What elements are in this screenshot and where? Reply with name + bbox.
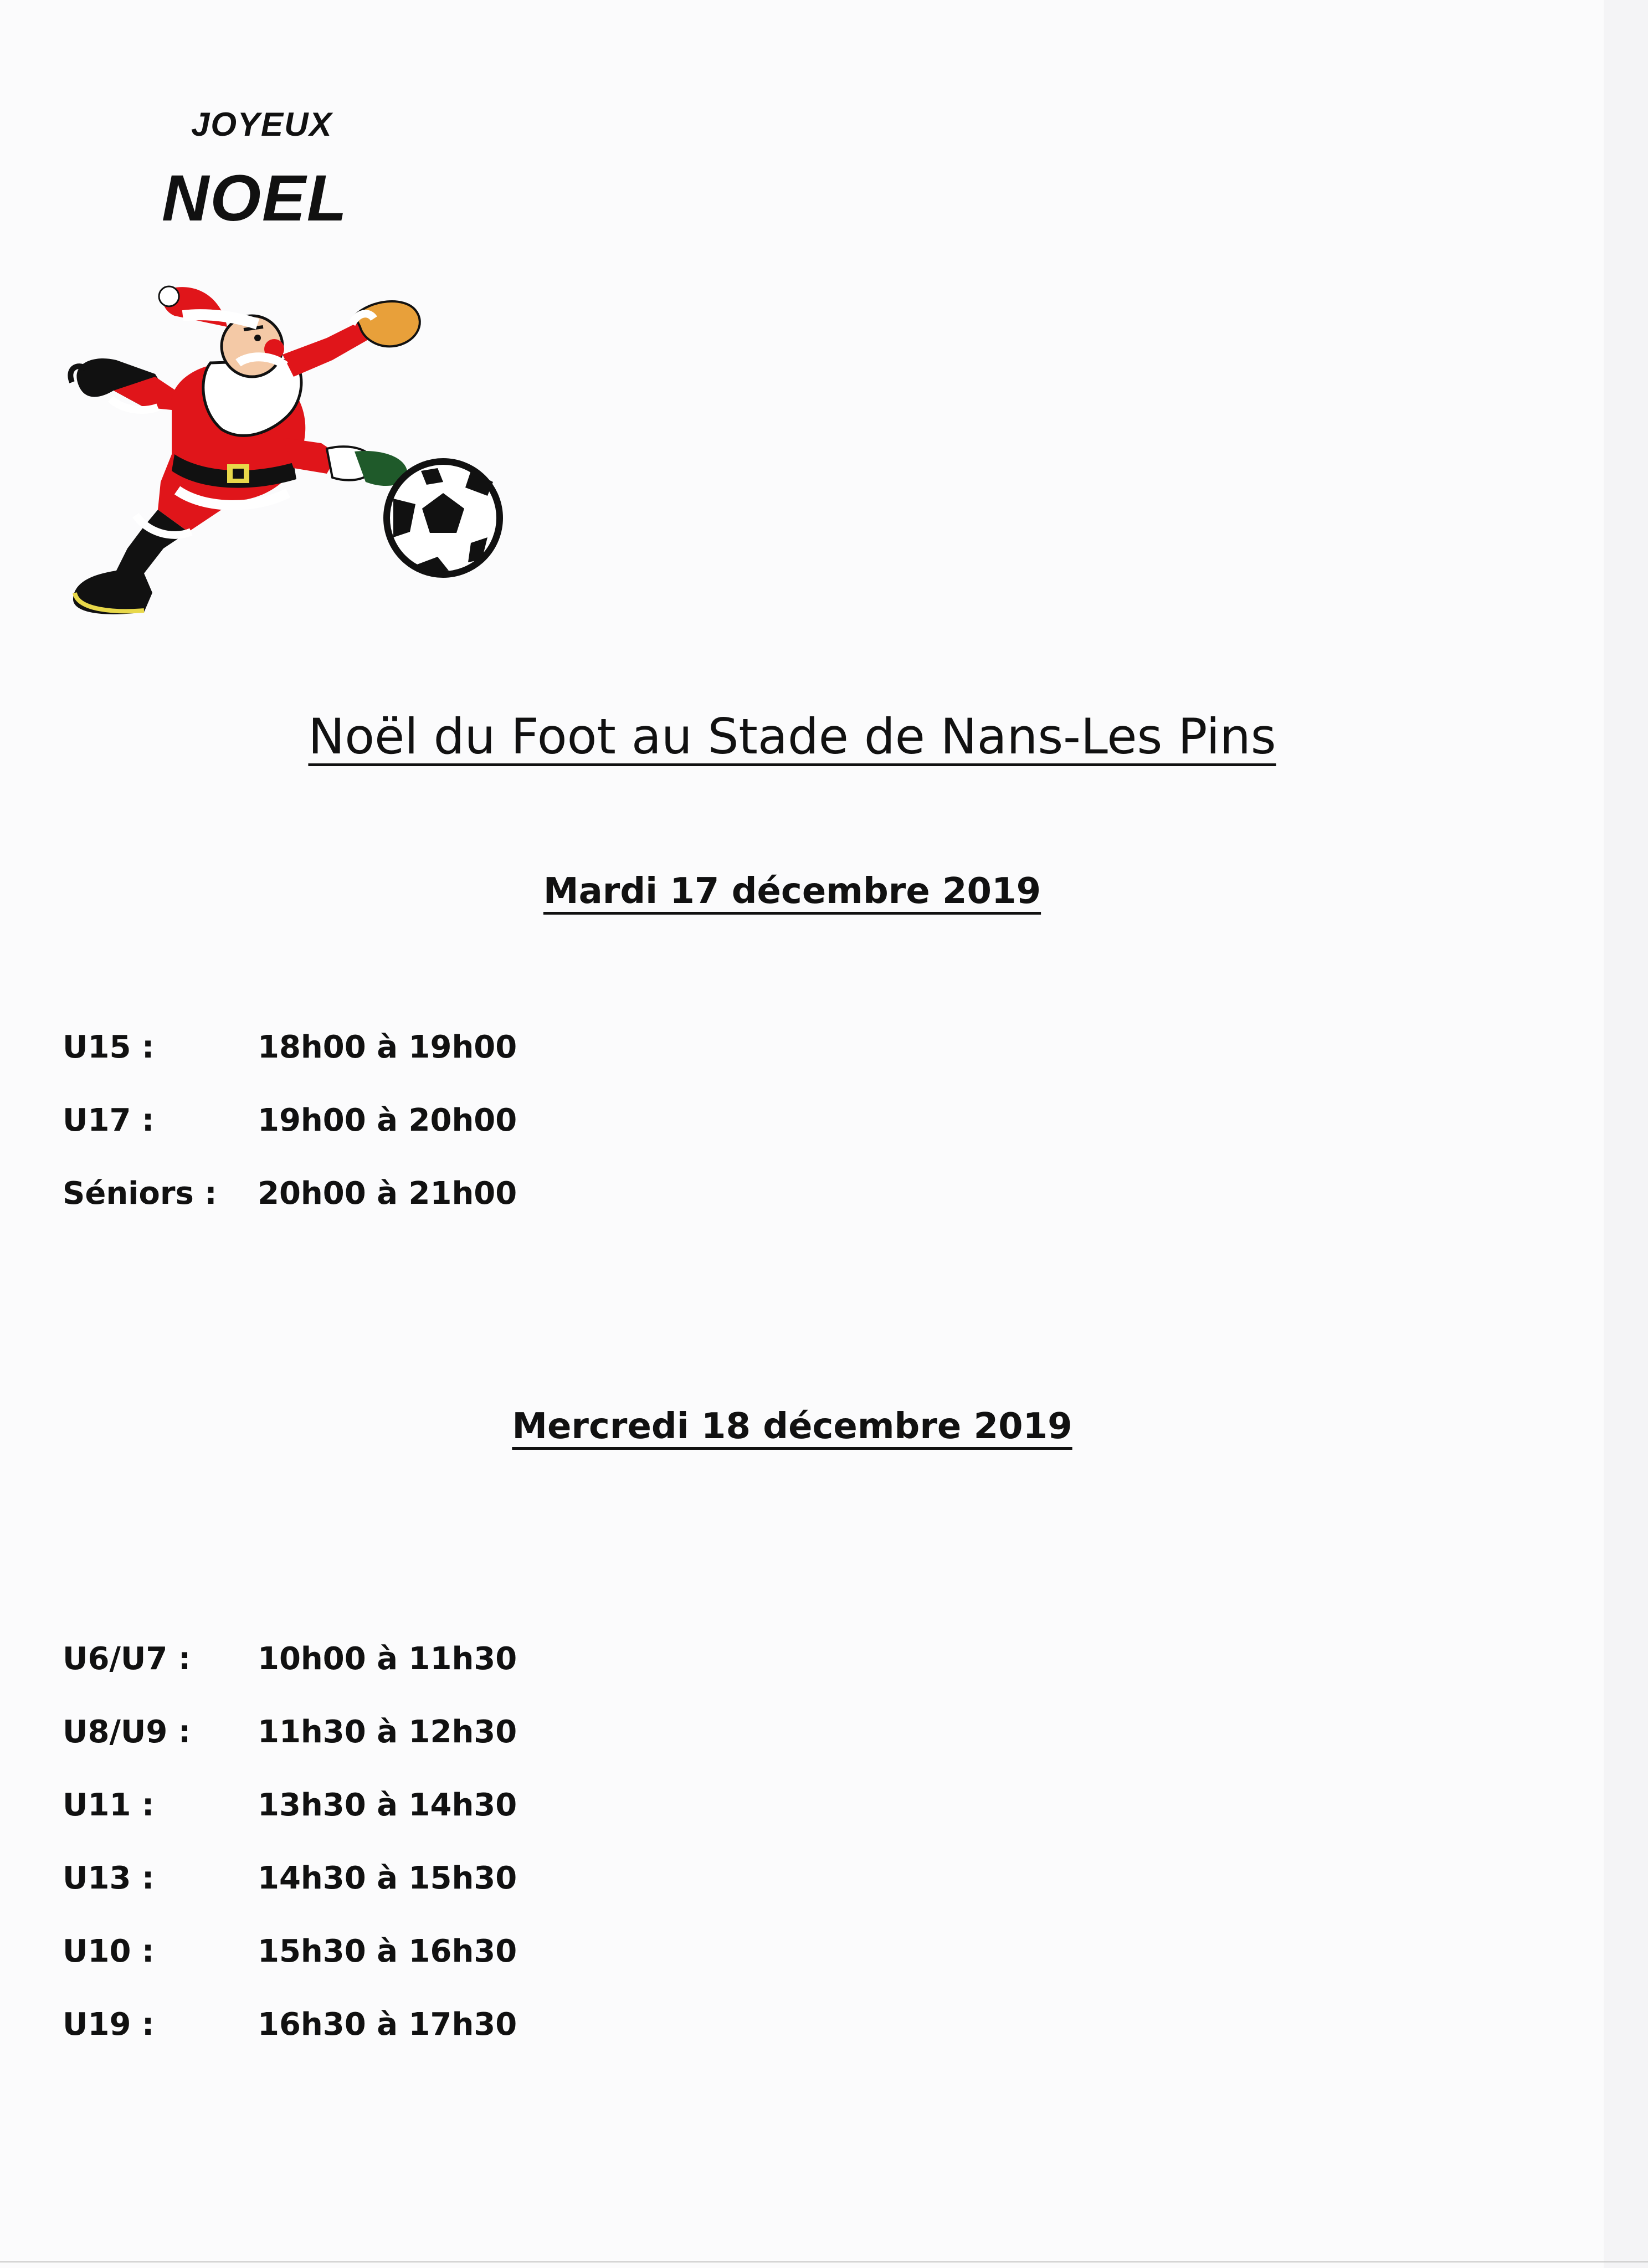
- schedule-group: U6/U7 :: [63, 1641, 191, 1677]
- schedule-group: U13 :: [63, 1860, 155, 1896]
- schedule-group: Séniors :: [63, 1176, 217, 1212]
- schedule-time: 10h00 à 11h30: [258, 1641, 517, 1677]
- schedule-time: 19h00 à 20h00: [258, 1102, 517, 1138]
- day-heading-wednesday: Mercredi 18 décembre 2019: [512, 1406, 1072, 1447]
- schedule-group: U17 :: [63, 1102, 155, 1138]
- schedule-group: U10 :: [63, 1933, 155, 1969]
- scan-bottom-line: [0, 2261, 1648, 2262]
- schedule-time: 15h30 à 16h30: [258, 1933, 517, 1969]
- schedule-time: 20h00 à 21h00: [258, 1176, 517, 1212]
- schedule-time: 16h30 à 17h30: [258, 2007, 517, 2043]
- schedule-group: U8/U9 :: [63, 1714, 191, 1750]
- schedule-group: U15 :: [63, 1029, 155, 1065]
- schedule-time: 11h30 à 12h30: [258, 1714, 517, 1750]
- scan-edge: [1604, 0, 1648, 2268]
- greeting-line-joyeux: JOYEUX: [191, 106, 333, 143]
- schedule-time: 18h00 à 19h00: [258, 1029, 517, 1065]
- day-heading-tuesday: Mardi 17 décembre 2019: [543, 871, 1041, 912]
- schedule-group: U11 :: [63, 1787, 155, 1823]
- greeting-line-noel: NOEL: [162, 162, 348, 235]
- schedule-time: 14h30 à 15h30: [258, 1860, 517, 1896]
- schedule-group: U19 :: [63, 2007, 155, 2043]
- page-title: Noël du Foot au Stade de Nans-Les Pins: [308, 708, 1276, 765]
- santa-playing-football-icon: [61, 271, 521, 637]
- schedule-time: 13h30 à 14h30: [258, 1787, 517, 1823]
